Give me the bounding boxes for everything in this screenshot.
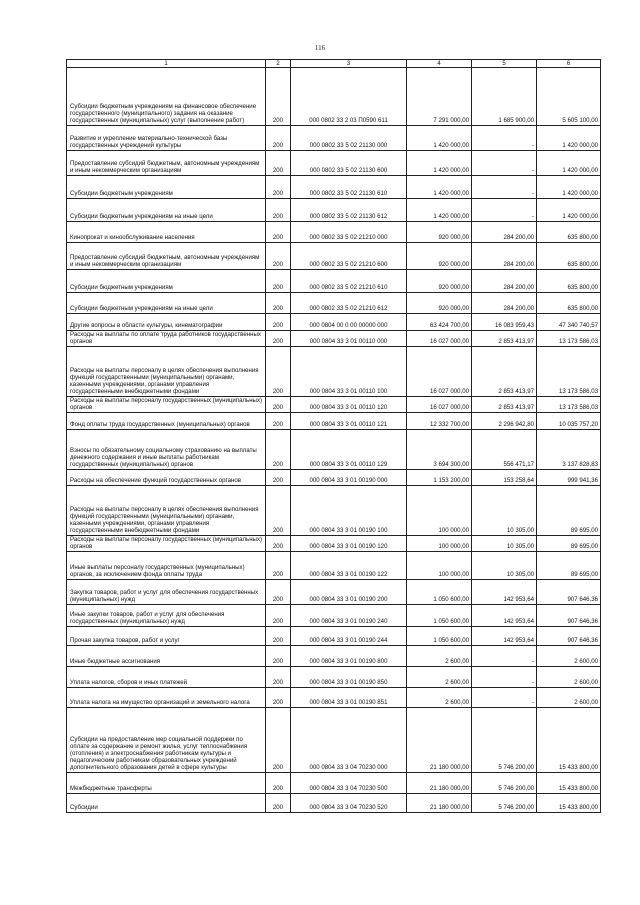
row-plan-cell: 1 050 600,00 bbox=[407, 580, 472, 605]
row-plan-cell: 100 000,00 bbox=[407, 552, 472, 580]
row-exec-cell: - bbox=[472, 176, 537, 199]
row-code-cell: 200 bbox=[266, 708, 291, 773]
row-kbk-cell: 000 0804 33 3 01 00190 100 bbox=[291, 486, 407, 536]
row-code-cell: 200 bbox=[266, 126, 291, 151]
row-plan-cell: 21 180 000,00 bbox=[407, 708, 472, 773]
row-code-cell: 200 bbox=[266, 430, 291, 470]
row-kbk-cell: 000 0802 33 5 02 21210 610 bbox=[291, 270, 407, 293]
row-name-cell: Расходы на выплаты персоналу в целях обеспечения выполнения функций государственными (муниципальными) органами, казенными учреждениями, органами управления государственными внебюджетными фондами bbox=[67, 486, 266, 536]
row-rest-cell: 89 695,00 bbox=[537, 552, 601, 580]
table-row bbox=[67, 552, 601, 580]
row-code-cell: 200 bbox=[266, 470, 291, 486]
row-exec-cell: - bbox=[472, 688, 537, 708]
row-exec-cell: 153 258,64 bbox=[472, 470, 537, 486]
row-kbk-cell: 000 0804 33 3 01 00110 121 bbox=[291, 413, 407, 430]
row-exec-cell: 2 853 413,97 bbox=[472, 347, 537, 397]
row-code-cell: 200 bbox=[266, 552, 291, 580]
row-code-cell: 200 bbox=[266, 331, 291, 347]
row-code-cell: 200 bbox=[266, 688, 291, 708]
row-code-cell: 200 bbox=[266, 580, 291, 605]
table-row bbox=[67, 470, 601, 486]
row-name-cell: Уплата налога на имущество организаций и земельного налога bbox=[67, 688, 266, 708]
row-exec-cell: 284 200,00 bbox=[472, 270, 537, 293]
column-number-row bbox=[67, 60, 601, 68]
row-code-cell: 200 bbox=[266, 222, 291, 243]
row-plan-cell: 1 420 000,00 bbox=[407, 199, 472, 222]
table-row bbox=[67, 646, 601, 667]
row-code-cell: 200 bbox=[266, 347, 291, 397]
table-row bbox=[67, 68, 601, 126]
table-row bbox=[67, 314, 601, 331]
row-exec-cell: 10 305,00 bbox=[472, 536, 537, 552]
row-rest-cell: 1 420 000,00 bbox=[537, 176, 601, 199]
row-plan-cell: 63 424 700,00 bbox=[407, 314, 472, 331]
row-name-cell: Расходы на выплаты по оплате труда работников государственных органов bbox=[67, 331, 266, 347]
row-kbk-cell: 000 0802 33 5 02 21130 612 bbox=[291, 199, 407, 222]
row-rest-cell: 89 695,00 bbox=[537, 536, 601, 552]
row-code-cell: 200 bbox=[266, 151, 291, 176]
row-name-cell: Предоставление субсидий бюджетным, автономным учреждениям и иным некоммерческим организациям bbox=[67, 243, 266, 270]
row-name-cell: Субсидии бюджетным учреждениям bbox=[67, 176, 266, 199]
row-kbk-cell: 000 0804 33 3 01 00190 800 bbox=[291, 646, 407, 667]
row-rest-cell: 1 420 000,00 bbox=[537, 126, 601, 151]
row-exec-cell: - bbox=[472, 667, 537, 688]
table-row bbox=[67, 580, 601, 605]
row-plan-cell: 7 291 000,00 bbox=[407, 68, 472, 126]
row-rest-cell: 47 340 740,57 bbox=[537, 314, 601, 331]
row-plan-cell: 100 000,00 bbox=[407, 536, 472, 552]
row-code-cell: 200 bbox=[266, 536, 291, 552]
row-name-cell: Расходы на выплаты персоналу государственных (муниципальных) органов bbox=[67, 536, 266, 552]
row-name-cell: Расходы на обеспечение функций государственных органов bbox=[67, 470, 266, 486]
row-rest-cell: 13 173 586,03 bbox=[537, 347, 601, 397]
row-code-cell: 200 bbox=[266, 646, 291, 667]
table-row bbox=[67, 126, 601, 151]
table-row bbox=[67, 331, 601, 347]
row-kbk-cell: 000 0804 33 3 01 00190 000 bbox=[291, 470, 407, 486]
row-kbk-cell: 000 0804 33 3 01 00110 120 bbox=[291, 397, 407, 413]
row-kbk-cell: 000 0804 33 3 01 00190 120 bbox=[291, 536, 407, 552]
row-name-cell: Иные закупки товаров, работ и услуг для обеспечения государственных (муниципальных) нужд bbox=[67, 605, 266, 627]
row-plan-cell: 2 600,00 bbox=[407, 688, 472, 708]
table-row bbox=[67, 486, 601, 536]
table-row bbox=[67, 627, 601, 646]
row-exec-cell: 284 200,00 bbox=[472, 293, 537, 314]
row-exec-cell: 2 853 413,97 bbox=[472, 331, 537, 347]
row-kbk-cell: 000 0804 33 3 04 70230 500 bbox=[291, 773, 407, 794]
row-rest-cell: 2 600,00 bbox=[537, 667, 601, 688]
row-rest-cell: 635 800,00 bbox=[537, 293, 601, 314]
row-exec-cell: 16 083 959,43 bbox=[472, 314, 537, 331]
row-code-cell: 200 bbox=[266, 794, 291, 813]
table-row bbox=[67, 199, 601, 222]
row-name-cell: Закупка товаров, работ и услуг для обеспечения государственных (муниципальных) нужд bbox=[67, 580, 266, 605]
row-kbk-cell: 000 0802 33 5 02 21130 610 bbox=[291, 176, 407, 199]
row-plan-cell: 920 000,00 bbox=[407, 243, 472, 270]
row-exec-cell: 142 953,64 bbox=[472, 627, 537, 646]
table-row bbox=[67, 151, 601, 176]
row-kbk-cell: 000 0804 33 3 01 00190 122 bbox=[291, 552, 407, 580]
row-plan-cell: 920 000,00 bbox=[407, 293, 472, 314]
row-rest-cell: 89 695,00 bbox=[537, 486, 601, 536]
row-plan-cell: 1 420 000,00 bbox=[407, 176, 472, 199]
row-code-cell: 200 bbox=[266, 773, 291, 794]
table-row bbox=[67, 293, 601, 314]
row-name-cell: Предоставление субсидий бюджетным, автономным учреждениям и иным некоммерческим организациям bbox=[67, 151, 266, 176]
column-header: 6 bbox=[537, 60, 601, 68]
row-exec-cell: 1 685 900,00 bbox=[472, 68, 537, 126]
row-name-cell: Прочая закупка товаров, работ и услуг bbox=[67, 627, 266, 646]
row-rest-cell: 5 605 100,00 bbox=[537, 68, 601, 126]
row-plan-cell: 920 000,00 bbox=[407, 270, 472, 293]
table-row bbox=[67, 347, 601, 397]
row-kbk-cell: 000 0802 33 5 02 21210 000 bbox=[291, 222, 407, 243]
row-rest-cell: 2 600,00 bbox=[537, 688, 601, 708]
row-name-cell: Расходы на выплаты персоналу в целях обеспечения выполнения функций государственными (муниципальными) органами, казенными учреждениями, органами управления государственными внебюджетными фондами bbox=[67, 347, 266, 397]
row-name-cell: Субсидии на предоставление мер социальной поддержки по оплате за содержание и ремонт жилья, услуг теплоснабжения (отопления) и электроснабжения работникам культуры и педагогическим работникам образовательных учреждений дополнительного образования детей в сфере культуры bbox=[67, 708, 266, 773]
row-name-cell: Субсидии bbox=[67, 794, 266, 813]
row-exec-cell: 10 305,00 bbox=[472, 486, 537, 536]
table-row bbox=[67, 536, 601, 552]
row-plan-cell: 3 694 300,00 bbox=[407, 430, 472, 470]
row-plan-cell: 16 027 000,00 bbox=[407, 347, 472, 397]
budget-execution-table bbox=[66, 59, 601, 813]
table-row bbox=[67, 413, 601, 430]
row-rest-cell: 907 646,36 bbox=[537, 627, 601, 646]
row-exec-cell: 5 746 200,00 bbox=[472, 708, 537, 773]
row-exec-cell: 5 746 200,00 bbox=[472, 794, 537, 813]
row-rest-cell: 999 941,36 bbox=[537, 470, 601, 486]
row-plan-cell: 1 050 600,00 bbox=[407, 605, 472, 627]
row-rest-cell: 635 800,00 bbox=[537, 222, 601, 243]
row-exec-cell: 284 200,00 bbox=[472, 243, 537, 270]
table-row bbox=[67, 667, 601, 688]
row-rest-cell: 13 173 586,03 bbox=[537, 397, 601, 413]
row-kbk-cell: 000 0804 00 0 00 00000 000 bbox=[291, 314, 407, 331]
table-row bbox=[67, 794, 601, 813]
row-name-cell: Субсидии бюджетным учреждениям на иные цели bbox=[67, 293, 266, 314]
row-name-cell: Субсидии бюджетным учреждениям на иные цели bbox=[67, 199, 266, 222]
table-body bbox=[67, 68, 601, 813]
row-exec-cell: - bbox=[472, 151, 537, 176]
row-plan-cell: 21 180 000,00 bbox=[407, 794, 472, 813]
row-plan-cell: 920 000,00 bbox=[407, 222, 472, 243]
column-header: 2 bbox=[266, 60, 291, 68]
row-code-cell: 200 bbox=[266, 397, 291, 413]
row-code-cell: 200 bbox=[266, 667, 291, 688]
row-plan-cell: 100 000,00 bbox=[407, 486, 472, 536]
column-header: 5 bbox=[472, 60, 537, 68]
row-code-cell: 200 bbox=[266, 68, 291, 126]
page-number: 116 bbox=[314, 44, 326, 52]
row-exec-cell: 2 853 413,97 bbox=[472, 397, 537, 413]
row-rest-cell: 13 173 586,03 bbox=[537, 331, 601, 347]
row-kbk-cell: 000 0804 33 3 01 00190 244 bbox=[291, 627, 407, 646]
row-exec-cell: 284 200,00 bbox=[472, 222, 537, 243]
row-name-cell: Субсидии бюджетным учреждениям на финансовое обеспечение государственного (муниципального) задания на оказание государственных (муниципальных) услуг (выполнение работ) bbox=[67, 68, 266, 126]
row-name-cell: Уплата налогов, сборов и иных платежей bbox=[67, 667, 266, 688]
row-rest-cell: 15 433 800,00 bbox=[537, 794, 601, 813]
row-rest-cell: 635 800,00 bbox=[537, 270, 601, 293]
row-kbk-cell: 000 0804 33 3 01 00110 000 bbox=[291, 331, 407, 347]
row-code-cell: 200 bbox=[266, 605, 291, 627]
row-exec-cell: 10 305,00 bbox=[472, 552, 537, 580]
row-plan-cell: 1 153 200,00 bbox=[407, 470, 472, 486]
row-plan-cell: 1 420 000,00 bbox=[407, 151, 472, 176]
row-kbk-cell: 000 0804 33 3 01 00190 851 bbox=[291, 688, 407, 708]
row-kbk-cell: 000 0804 33 3 01 00190 240 bbox=[291, 605, 407, 627]
row-kbk-cell: 000 0802 33 5 02 21210 600 bbox=[291, 243, 407, 270]
row-code-cell: 200 bbox=[266, 486, 291, 536]
row-kbk-cell: 000 0802 33 5 02 21130 600 bbox=[291, 151, 407, 176]
row-rest-cell: 3 137 828,83 bbox=[537, 430, 601, 470]
row-plan-cell: 1 050 600,00 bbox=[407, 627, 472, 646]
row-name-cell: Межбюджетные трансферты bbox=[67, 773, 266, 794]
row-kbk-cell: 000 0804 33 3 04 70230 000 bbox=[291, 708, 407, 773]
row-rest-cell: 15 433 800,00 bbox=[537, 708, 601, 773]
row-kbk-cell: 000 0804 33 3 01 00190 850 bbox=[291, 667, 407, 688]
column-header: 3 bbox=[291, 60, 407, 68]
row-code-cell: 200 bbox=[266, 627, 291, 646]
table-row bbox=[67, 708, 601, 773]
row-rest-cell: 10 035 757,20 bbox=[537, 413, 601, 430]
row-plan-cell: 1 420 000,00 bbox=[407, 126, 472, 151]
row-exec-cell: - bbox=[472, 646, 537, 667]
column-header: 1 bbox=[67, 60, 266, 68]
row-code-cell: 200 bbox=[266, 270, 291, 293]
row-exec-cell: - bbox=[472, 199, 537, 222]
table-row bbox=[67, 222, 601, 243]
row-exec-cell: - bbox=[472, 126, 537, 151]
row-name-cell: Взносы по обязательному социальному страхованию на выплаты денежного содержания и иные выплаты работникам государственных (муниципальных) органов bbox=[67, 430, 266, 470]
row-name-cell: Субсидии бюджетным учреждениям bbox=[67, 270, 266, 293]
row-code-cell: 200 bbox=[266, 176, 291, 199]
row-rest-cell: 2 600,00 bbox=[537, 646, 601, 667]
row-rest-cell: 635 800,00 bbox=[537, 243, 601, 270]
table-row bbox=[67, 176, 601, 199]
row-rest-cell: 15 433 800,00 bbox=[537, 773, 601, 794]
row-rest-cell: 1 420 000,00 bbox=[537, 151, 601, 176]
table-row bbox=[67, 397, 601, 413]
row-exec-cell: 5 746 200,00 bbox=[472, 773, 537, 794]
table-row bbox=[67, 243, 601, 270]
row-kbk-cell: 000 0804 33 3 04 70230 520 bbox=[291, 794, 407, 813]
row-plan-cell: 16 027 000,00 bbox=[407, 397, 472, 413]
row-name-cell: Развитие и укрепление материально-технической базы государственных учреждений культуры bbox=[67, 126, 266, 151]
row-name-cell: Расходы на выплаты персоналу государственных (муниципальных) органов bbox=[67, 397, 266, 413]
row-plan-cell: 16 027 000,00 bbox=[407, 331, 472, 347]
row-kbk-cell: 000 0802 33 2 03 П0590 611 bbox=[291, 68, 407, 126]
row-plan-cell: 21 180 000,00 bbox=[407, 773, 472, 794]
row-exec-cell: 142 953,64 bbox=[472, 580, 537, 605]
row-kbk-cell: 000 0804 33 3 01 00190 200 bbox=[291, 580, 407, 605]
row-kbk-cell: 000 0804 33 3 01 00110 100 bbox=[291, 347, 407, 397]
table-row bbox=[67, 773, 601, 794]
table-row bbox=[67, 270, 601, 293]
row-name-cell: Кинопрокат и кинообслуживание населения bbox=[67, 222, 266, 243]
table-row bbox=[67, 430, 601, 470]
row-rest-cell: 907 646,36 bbox=[537, 580, 601, 605]
row-plan-cell: 2 600,00 bbox=[407, 646, 472, 667]
table-row bbox=[67, 605, 601, 627]
row-code-cell: 200 bbox=[266, 243, 291, 270]
row-plan-cell: 12 332 700,00 bbox=[407, 413, 472, 430]
row-name-cell: Другие вопросы в области культуры, кинематографии bbox=[67, 314, 266, 331]
row-rest-cell: 907 646,36 bbox=[537, 605, 601, 627]
row-rest-cell: 1 420 000,00 bbox=[537, 199, 601, 222]
row-kbk-cell: 000 0804 33 3 01 00110 129 bbox=[291, 430, 407, 470]
row-code-cell: 200 bbox=[266, 199, 291, 222]
row-exec-cell: 556 471,17 bbox=[472, 430, 537, 470]
row-name-cell: Фонд оплаты труда государственных (муниципальных) органов bbox=[67, 413, 266, 430]
row-kbk-cell: 000 0802 33 5 02 21130 000 bbox=[291, 126, 407, 151]
table-row bbox=[67, 688, 601, 708]
row-kbk-cell: 000 0802 33 5 02 21210 612 bbox=[291, 293, 407, 314]
column-header: 4 bbox=[407, 60, 472, 68]
row-code-cell: 200 bbox=[266, 293, 291, 314]
row-name-cell: Иные выплаты персоналу государственных (муниципальных) органов, за исключением фонда оплаты труда bbox=[67, 552, 266, 580]
row-code-cell: 200 bbox=[266, 413, 291, 430]
row-exec-cell: 2 296 942,80 bbox=[472, 413, 537, 430]
row-code-cell: 200 bbox=[266, 314, 291, 331]
row-name-cell: Иные бюджетные ассигнования bbox=[67, 646, 266, 667]
row-exec-cell: 142 953,64 bbox=[472, 605, 537, 627]
row-plan-cell: 2 600,00 bbox=[407, 667, 472, 688]
